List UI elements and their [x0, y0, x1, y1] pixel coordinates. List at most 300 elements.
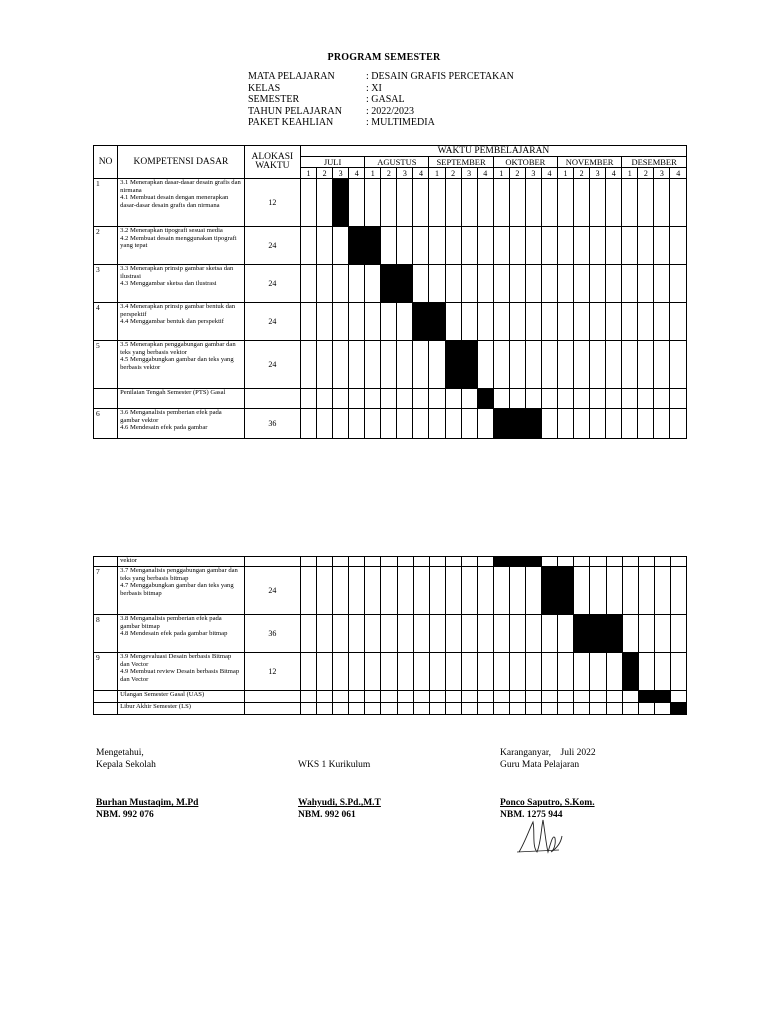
row-number: 5: [94, 341, 118, 389]
week-cell: [654, 567, 670, 615]
week-cell: [461, 227, 477, 265]
week-header: 2: [574, 168, 590, 179]
table-row: [94, 703, 687, 715]
week-cell: [558, 703, 574, 715]
week-cell: [509, 389, 525, 409]
week-cell: [301, 653, 317, 691]
week-cell: [574, 179, 590, 227]
week-cell: [381, 227, 397, 265]
week-cell: [429, 691, 445, 703]
week-cell: [574, 227, 590, 265]
week-cell: [365, 409, 381, 439]
week-cell: [541, 409, 557, 439]
week-cell: [638, 179, 654, 227]
week-cell: [654, 265, 670, 303]
week-cell: [397, 615, 413, 653]
sig-left-line2: Kepala Sekolah: [96, 759, 156, 770]
week-cell: [525, 227, 541, 265]
row-alokasi: [244, 691, 300, 703]
week-cell: [525, 389, 541, 409]
sig-right-name: Ponco Saputro, S.Kom.: [500, 798, 595, 808]
row-kompetensi: Ulangan Semester Gasal (UAS): [118, 691, 245, 703]
row-number: [94, 557, 118, 567]
table-row: [94, 179, 687, 227]
week-cell: [541, 303, 557, 341]
week-cell: [493, 341, 509, 389]
week-header: 3: [397, 168, 413, 179]
week-cell: [429, 265, 445, 303]
week-cell: [670, 691, 686, 703]
week-cell: [525, 303, 541, 341]
week-cell: [606, 227, 622, 265]
info-label: PAKET KEAHLIAN: [248, 117, 334, 128]
schedule-table-page1: [93, 145, 687, 439]
week-cell: [429, 179, 445, 227]
week-cell: [557, 265, 573, 303]
week-cell: [542, 703, 558, 715]
week-cell: [301, 703, 317, 715]
week-header: 3: [461, 168, 477, 179]
row-kompetensi: 3.9 Mengevaluasi Desain berbasis Bitmap dan Vector 4.9 Membuat review Desain berbasis Bitmap dan Vector: [118, 653, 245, 691]
row-kompetensi: 3.7 Menganalisis penggabungan gambar dan teks yang berbasis bitmap 4.7 Menggabungkan gambar dan teks yang berbasis bitmap: [118, 567, 245, 615]
week-cell: [445, 653, 461, 691]
sig-left-nbm: NBM. 992 076: [96, 809, 154, 820]
week-cell: [381, 179, 397, 227]
week-cell: [590, 557, 606, 567]
week-cell: [365, 653, 381, 691]
week-cell: [493, 703, 509, 715]
week-cell: [670, 389, 687, 409]
week-cell: [654, 703, 670, 715]
week-cell: [317, 227, 333, 265]
week-cell: [654, 409, 670, 439]
table-row: [94, 341, 687, 389]
week-cell: [670, 567, 686, 615]
week-cell-filled: [429, 303, 445, 341]
week-cell: [477, 409, 493, 439]
week-cell: [300, 409, 316, 439]
week-cell: [670, 341, 687, 389]
week-cell: [300, 265, 316, 303]
row-number: [94, 691, 118, 703]
week-cell: [574, 341, 590, 389]
week-cell: [301, 615, 317, 653]
week-cell: [300, 227, 316, 265]
week-cell: [670, 179, 687, 227]
week-cell: [606, 567, 622, 615]
week-cell: [606, 557, 622, 567]
week-cell: [365, 615, 381, 653]
week-cell: [445, 303, 461, 341]
week-header: 1: [300, 168, 316, 179]
week-cell: [429, 567, 445, 615]
week-cell: [333, 265, 349, 303]
sig-left-name: Burhan Mustaqim, M.Pd: [96, 798, 199, 808]
info-value: : DESAIN GRAFIS PERCETAKAN: [366, 71, 514, 82]
week-cell: [477, 557, 493, 567]
week-cell: [333, 303, 349, 341]
week-cell: [510, 703, 526, 715]
week-cell: [300, 179, 316, 227]
week-cell: [349, 615, 365, 653]
week-cell: [622, 265, 638, 303]
week-cell: [509, 303, 525, 341]
week-cell: [590, 691, 606, 703]
row-number: 9: [94, 653, 118, 691]
info-value: : GASAL: [366, 94, 405, 105]
week-cell: [638, 409, 654, 439]
info-value: : 2022/2023: [366, 105, 415, 117]
week-cell: [365, 389, 381, 409]
row-kompetensi: 3.8 Menganalisis pemberian efek pada gambar bitmap 4.8 Mendesain efek pada gambar bitmap: [118, 615, 245, 653]
week-cell: [445, 409, 461, 439]
week-cell: [317, 615, 333, 653]
week-cell: [300, 303, 316, 341]
week-cell: [526, 653, 542, 691]
week-cell: [461, 615, 477, 653]
table-row: [94, 653, 687, 691]
week-cell: [542, 691, 558, 703]
row-kompetensi: vektor: [118, 557, 245, 567]
week-cell: [381, 409, 397, 439]
week-cell-filled: [542, 567, 558, 615]
week-cell: [445, 703, 461, 715]
week-cell: [317, 303, 333, 341]
week-cell: [477, 653, 493, 691]
week-cell: [509, 227, 525, 265]
week-header: 1: [622, 168, 638, 179]
week-cell: [622, 567, 638, 615]
week-cell: [445, 265, 461, 303]
week-cell: [526, 615, 542, 653]
week-cell: [429, 341, 445, 389]
table-row: [94, 265, 687, 303]
week-cell: [477, 265, 493, 303]
week-cell: [477, 567, 493, 615]
week-cell: [509, 179, 525, 227]
row-alokasi: [244, 703, 300, 715]
week-cell: [333, 653, 349, 691]
week-cell: [574, 653, 590, 691]
info-label: TAHUN PELAJARAN: [248, 105, 342, 117]
week-cell: [510, 653, 526, 691]
week-cell: [590, 227, 606, 265]
week-cell: [670, 265, 687, 303]
week-cell: [477, 615, 493, 653]
week-cell: [574, 557, 590, 567]
week-header: 3: [590, 168, 606, 179]
week-cell: [638, 615, 654, 653]
week-cell: [606, 265, 622, 303]
week-cell: [606, 179, 622, 227]
week-cell: [574, 303, 590, 341]
week-cell: [670, 653, 686, 691]
week-header: 2: [381, 168, 397, 179]
week-cell-filled: [590, 615, 606, 653]
week-cell: [526, 567, 542, 615]
month-header: SEPTEMBER: [429, 157, 493, 168]
week-cell: [381, 557, 397, 567]
week-cell: [397, 567, 413, 615]
week-header: 4: [413, 168, 429, 179]
week-cell: [558, 615, 574, 653]
week-cell: [413, 557, 429, 567]
row-alokasi: 24: [244, 303, 300, 341]
row-number: [94, 703, 118, 715]
week-cell-filled: [509, 409, 525, 439]
table-row: [94, 557, 687, 567]
week-cell: [622, 691, 638, 703]
week-cell: [300, 389, 316, 409]
week-cell-filled: [558, 567, 574, 615]
week-cell: [301, 691, 317, 703]
week-cell: [654, 179, 670, 227]
week-cell: [413, 179, 429, 227]
week-cell: [638, 227, 654, 265]
week-cell: [526, 703, 542, 715]
week-cell: [509, 265, 525, 303]
week-cell: [606, 653, 622, 691]
week-cell: [381, 615, 397, 653]
week-cell: [654, 341, 670, 389]
row-alokasi: 36: [244, 615, 300, 653]
week-cell: [333, 341, 349, 389]
week-cell: [493, 227, 509, 265]
week-cell: [477, 691, 493, 703]
week-cell: [333, 389, 349, 409]
week-cell: [670, 409, 687, 439]
week-cell: [317, 567, 333, 615]
week-cell: [461, 303, 477, 341]
week-cell: [461, 691, 477, 703]
week-cell: [654, 653, 670, 691]
week-cell: [461, 265, 477, 303]
week-cell: [429, 389, 445, 409]
row-kompetensi: Libur Akhir Semester (LS): [118, 703, 245, 715]
week-cell: [654, 557, 670, 567]
week-cell: [429, 653, 445, 691]
sig-left-line1: Mengetahui,: [96, 748, 144, 758]
week-cell-filled: [381, 265, 397, 303]
week-cell: [365, 341, 381, 389]
row-kompetensi: 3.3 Menerapkan prinsip gambar sketsa dan ilustrasi 4.3 Menggambar sketsa dan ilustrasi: [118, 265, 245, 303]
row-alokasi: 36: [244, 409, 300, 439]
table-row: [94, 567, 687, 615]
week-cell: [510, 691, 526, 703]
week-cell: [317, 653, 333, 691]
week-cell: [429, 557, 445, 567]
week-cell: [413, 389, 429, 409]
week-cell: [461, 179, 477, 227]
row-kompetensi: Penilaian Tengah Semester (PTS) Gasal: [118, 389, 245, 409]
week-cell-filled: [493, 557, 509, 567]
week-cell: [445, 567, 461, 615]
week-header: 3: [654, 168, 670, 179]
row-alokasi: [244, 557, 300, 567]
week-cell: [477, 303, 493, 341]
week-cell: [525, 179, 541, 227]
week-cell: [574, 703, 590, 715]
week-cell: [622, 227, 638, 265]
sig-mid-nbm: NBM. 992 061: [298, 809, 356, 820]
schedule-table-page2: [93, 556, 687, 715]
week-cell: [413, 567, 429, 615]
week-cell-filled: [333, 179, 349, 227]
week-cell: [429, 615, 445, 653]
week-cell: [557, 389, 573, 409]
week-cell: [638, 557, 654, 567]
week-cell: [574, 691, 590, 703]
week-cell: [574, 265, 590, 303]
week-cell: [638, 265, 654, 303]
week-cell: [590, 653, 606, 691]
week-cell: [526, 691, 542, 703]
week-cell: [365, 691, 381, 703]
week-header: 2: [638, 168, 654, 179]
week-cell: [493, 691, 509, 703]
week-cell: [638, 567, 654, 615]
week-cell: [622, 341, 638, 389]
week-cell: [654, 227, 670, 265]
week-cell: [349, 567, 365, 615]
week-cell: [333, 227, 349, 265]
week-cell: [606, 303, 622, 341]
row-alokasi: 24: [244, 341, 300, 389]
row-alokasi: [244, 389, 300, 409]
week-cell: [397, 557, 413, 567]
info-row: [248, 106, 514, 118]
week-cell-filled: [574, 615, 590, 653]
week-cell: [541, 227, 557, 265]
week-cell-filled: [365, 227, 381, 265]
week-cell: [654, 303, 670, 341]
week-cell: [381, 567, 397, 615]
week-cell: [477, 703, 493, 715]
week-cell: [300, 341, 316, 389]
week-cell: [510, 615, 526, 653]
row-alokasi: 24: [244, 227, 300, 265]
table-row: [94, 615, 687, 653]
week-cell: [397, 653, 413, 691]
week-cell: [445, 389, 461, 409]
row-number: 6: [94, 409, 118, 439]
week-cell: [333, 557, 349, 567]
week-cell: [638, 341, 654, 389]
week-cell: [413, 703, 429, 715]
month-header: JULI: [300, 157, 364, 168]
week-cell-filled: [622, 653, 638, 691]
week-cell: [333, 615, 349, 653]
week-header: 2: [509, 168, 525, 179]
week-cell: [606, 341, 622, 389]
week-header: 4: [541, 168, 557, 179]
week-cell: [670, 557, 686, 567]
table-row: [94, 409, 687, 439]
week-cell: [429, 409, 445, 439]
table-row: [94, 691, 687, 703]
info-value: : MULTIMEDIA: [366, 117, 435, 128]
row-alokasi: 12: [244, 179, 300, 227]
week-cell: [381, 653, 397, 691]
header-alokasi: ALOKASI WAKTU: [244, 146, 300, 179]
week-cell: [574, 389, 590, 409]
row-number: 2: [94, 227, 118, 265]
week-cell: [654, 389, 670, 409]
week-cell: [493, 389, 509, 409]
week-cell: [590, 341, 606, 389]
week-cell-filled: [461, 341, 477, 389]
week-cell: [349, 703, 365, 715]
week-header: 3: [525, 168, 541, 179]
week-cell: [397, 341, 413, 389]
week-cell: [509, 341, 525, 389]
week-cell: [541, 341, 557, 389]
week-cell: [317, 341, 333, 389]
week-cell: [493, 653, 509, 691]
week-cell: [622, 303, 638, 341]
week-cell: [333, 409, 349, 439]
week-cell: [622, 615, 638, 653]
week-cell: [670, 303, 687, 341]
week-cell: [638, 303, 654, 341]
row-number: 8: [94, 615, 118, 653]
week-cell: [557, 409, 573, 439]
row-number: 7: [94, 567, 118, 615]
week-cell: [413, 341, 429, 389]
week-cell: [510, 567, 526, 615]
week-cell: [461, 409, 477, 439]
week-cell: [413, 409, 429, 439]
row-number: 4: [94, 303, 118, 341]
week-cell: [413, 227, 429, 265]
month-header: NOVEMBER: [557, 157, 621, 168]
week-cell: [574, 409, 590, 439]
info-block: [248, 71, 514, 129]
week-cell: [349, 653, 365, 691]
week-cell: [317, 557, 333, 567]
row-kompetensi: 3.2 Menerapkan tipografi sesuai media 4.2 Membuat desain menggunakan tipografi yang tepat: [118, 227, 245, 265]
week-cell: [574, 567, 590, 615]
week-cell: [445, 615, 461, 653]
week-cell-filled: [493, 409, 509, 439]
week-cell: [317, 389, 333, 409]
header-no: NO: [94, 146, 118, 179]
week-cell: [301, 567, 317, 615]
week-cell: [349, 179, 365, 227]
week-cell: [381, 341, 397, 389]
week-cell: [606, 389, 622, 409]
week-cell: [493, 303, 509, 341]
week-cell: [590, 409, 606, 439]
week-cell: [317, 703, 333, 715]
week-cell: [541, 179, 557, 227]
info-label: SEMESTER: [248, 94, 300, 105]
week-cell: [541, 265, 557, 303]
week-cell-filled: [526, 557, 542, 567]
week-cell: [525, 265, 541, 303]
week-cell: [301, 557, 317, 567]
week-cell: [638, 703, 654, 715]
week-cell: [493, 615, 509, 653]
info-value: : XI: [366, 82, 382, 94]
week-cell: [429, 703, 445, 715]
week-cell: [606, 691, 622, 703]
week-cell: [381, 303, 397, 341]
week-cell: [397, 303, 413, 341]
info-row: [248, 117, 514, 129]
table-row: [94, 303, 687, 341]
week-cell: [445, 179, 461, 227]
